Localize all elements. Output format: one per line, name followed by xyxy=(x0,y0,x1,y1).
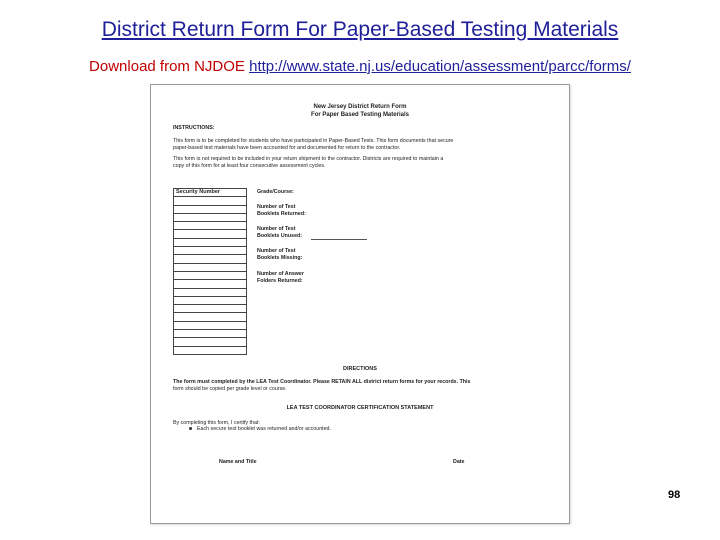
security-number-cell[interactable] xyxy=(174,205,247,213)
form-heading-line1: New Jersey District Return Form xyxy=(313,104,407,110)
instructions-text-2a: This form is not required to be included in your return shipment to the contractor. Districts are required to maintain a xyxy=(173,156,444,162)
instructions-text-2b: copy of this form for at least four consecutive assessment cycles. xyxy=(173,163,326,169)
slide-number: 98 xyxy=(668,489,681,501)
security-number-cell[interactable] xyxy=(174,346,247,354)
field-folders-returned-l1: Number of Answer xyxy=(257,271,304,277)
certification-bullet-text: Each secure test booklet was returned and/or accounted. xyxy=(197,426,331,432)
security-number-cell[interactable] xyxy=(174,330,247,338)
security-number-cell[interactable] xyxy=(174,271,247,279)
security-number-table xyxy=(173,188,247,355)
download-line xyxy=(0,58,720,75)
security-number-header: Security Number xyxy=(174,189,247,197)
directions-text-2: form should be copied per grade level or course. xyxy=(173,386,287,392)
field-booklets-unused-l2: Booklets Unused: xyxy=(257,233,303,239)
download-prefix: Download from NJDOE xyxy=(89,58,245,75)
download-link[interactable]: http://www.state.nj.us/education/assessment/parcc/forms/ xyxy=(249,58,631,75)
security-number-cell[interactable] xyxy=(174,338,247,346)
security-number-cell[interactable] xyxy=(174,305,247,313)
certification-intro: By completing this form, I certify that: xyxy=(173,420,260,426)
slide-title: District Return Form For Paper-Based Testing Materials xyxy=(101,18,619,41)
security-number-cell[interactable] xyxy=(174,213,247,221)
security-number-cell[interactable] xyxy=(174,197,247,205)
booklets-unused-line[interactable] xyxy=(311,239,367,240)
security-number-cell[interactable] xyxy=(174,313,247,321)
security-number-cell[interactable] xyxy=(174,321,247,329)
security-number-cell[interactable] xyxy=(174,280,247,288)
security-number-cell[interactable] xyxy=(174,263,247,271)
bullet-icon xyxy=(189,427,192,430)
name-title-label: Name and Title xyxy=(219,459,257,465)
form-heading-line2: For Paper Based Testing Materials xyxy=(311,112,409,118)
field-booklets-returned-l2: Booklets Returned: xyxy=(257,211,306,217)
security-number-cell[interactable] xyxy=(174,247,247,255)
field-booklets-missing-l2: Booklets Missing: xyxy=(257,255,303,261)
instructions-text-1b: paper-based test materials have been accounted for and documented for return to the contractor. xyxy=(173,145,401,151)
grade-course-label: Grade/Course: xyxy=(257,189,294,195)
instructions-label: INSTRUCTIONS: xyxy=(173,125,215,131)
security-number-cell[interactable] xyxy=(174,222,247,230)
directions-text-1: The form must completed by the LEA Test Coordinator. Please RETAIN ALL district return forms for your records. This xyxy=(173,379,471,385)
field-booklets-missing-l1: Number of Test xyxy=(257,248,296,254)
security-number-cell[interactable] xyxy=(174,230,247,238)
directions-label: DIRECTIONS xyxy=(343,366,377,372)
security-number-cell[interactable] xyxy=(174,255,247,263)
field-booklets-returned-l1: Number of Test xyxy=(257,204,296,210)
certification-label: LEA TEST COORDINATOR CERTIFICATION STATEMENT xyxy=(286,405,434,411)
security-number-cell[interactable] xyxy=(174,288,247,296)
date-label: Date xyxy=(453,459,465,465)
form-preview xyxy=(150,84,570,524)
instructions-text-1a: This form is to be completed for students who have participated in Paper-Based Tests. This form documents that secure xyxy=(173,138,454,144)
security-number-cell[interactable] xyxy=(174,296,247,304)
field-booklets-unused-l1: Number of Test xyxy=(257,226,296,232)
security-number-cell[interactable] xyxy=(174,238,247,246)
field-folders-returned-l2: Folders Returned: xyxy=(257,278,303,284)
